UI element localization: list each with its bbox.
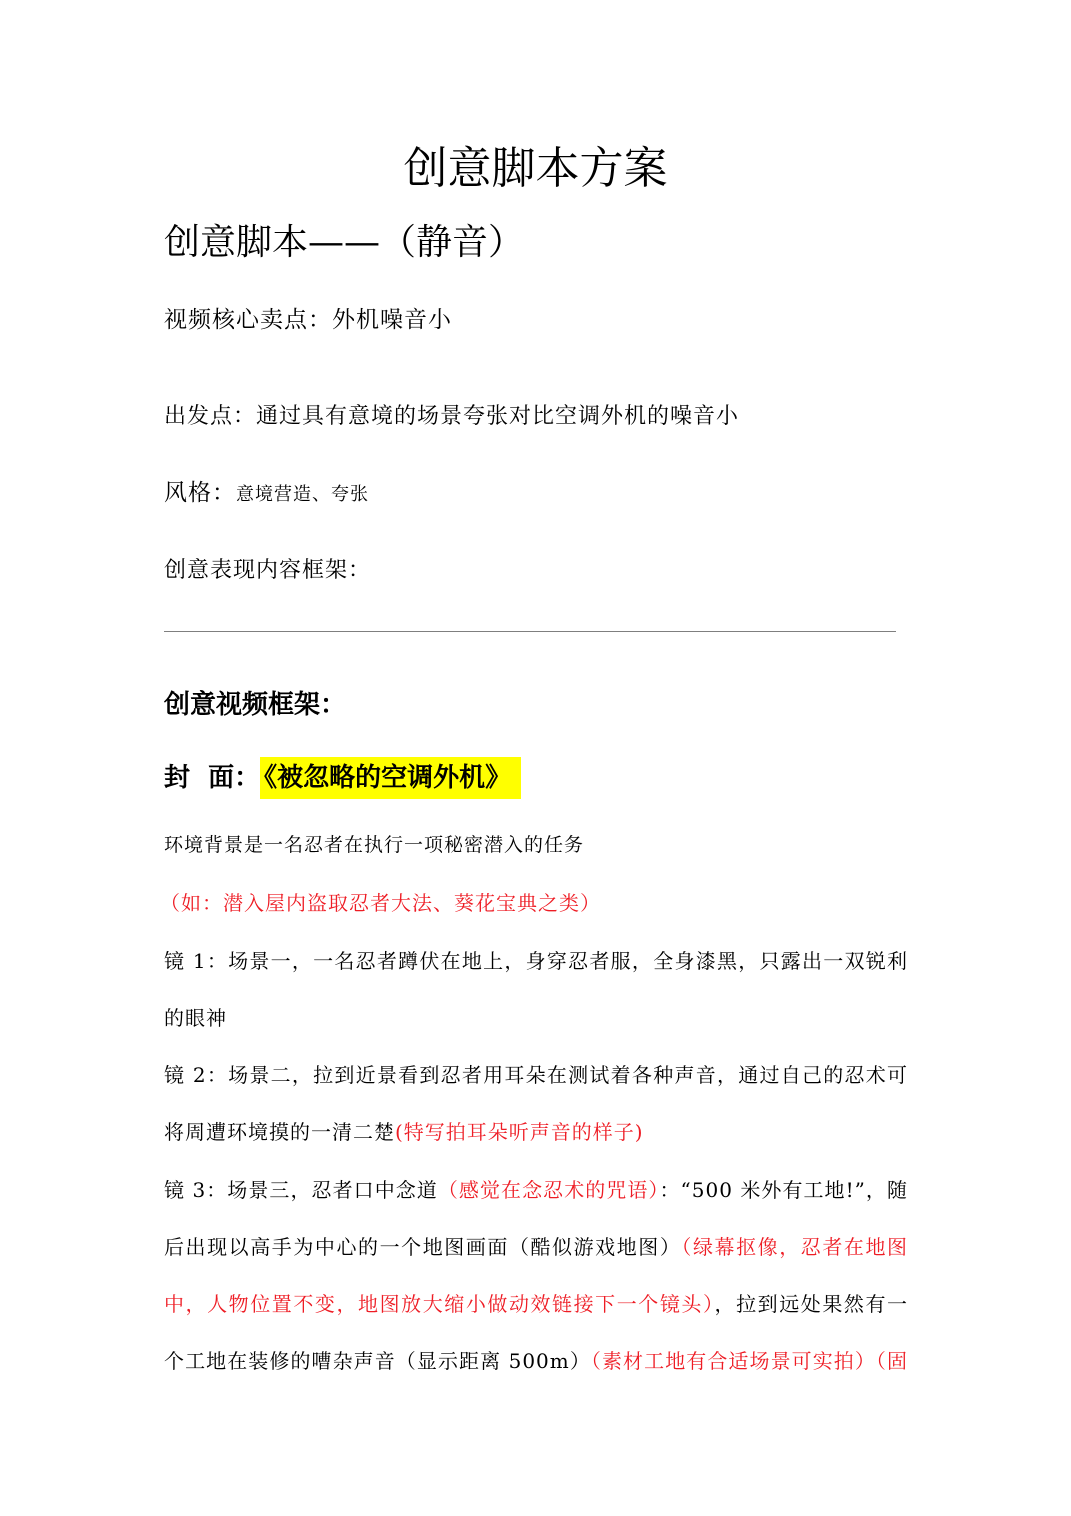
cover-label: 封 面： (164, 763, 261, 793)
video-framework-heading: 创意视频框架： (164, 690, 347, 720)
shot3-l1-quote: ：“500 米外有工地!”，随 (659, 1178, 908, 1202)
starting-point: 出发点：通过具有意境的场景夸张对比空调外机的噪音小 (164, 404, 740, 429)
cover-title-highlight: 《被忽略的空调外机》 (260, 757, 521, 799)
shot3-line3 (164, 1294, 908, 1314)
selling-point: 视频核心卖点：外机噪音小 (164, 307, 452, 333)
shot3-line4 (164, 1351, 908, 1371)
shot3-l3-note: 中，人物位置不变，地图放大缩小做动效链接下一个镜头） (164, 1292, 715, 1316)
shot2-line2-text: 将周遭环境摸的一清二楚 (164, 1120, 395, 1144)
shot3-l2-text: 后出现以高手为中心的一个地图画面（酷似游戏地图） (164, 1235, 682, 1259)
shot3-line2 (164, 1237, 908, 1257)
framework-label: 创意表现内容框架： (164, 558, 372, 583)
shot1-line2: 的眼神 (164, 1006, 227, 1030)
shot3-l4-note: （素材工地有合适场景可实拍）（固 (590, 1349, 909, 1373)
shot3-l1-note: （感觉在念忍术的咒语） (437, 1178, 660, 1202)
style-label: 风格： (164, 480, 236, 506)
style-line (164, 482, 369, 505)
shot1-line1: 镜 1：场景一，一名忍者蹲伏在地上，身穿忍者服，全身漆黑，只露出一双锐利 (164, 949, 908, 973)
style-value: 意境营造、夸张 (236, 484, 369, 505)
shot3-l2-note: （绿幕抠像，忍者在地图 (681, 1235, 909, 1259)
shot2-line2-note: (特写拍耳朵听声音的样子) (395, 1120, 644, 1144)
shot2-line1: 镜 2：场景二，拉到近景看到忍者用耳朵在测试着各种声音，通过自己的忍术可 (164, 1063, 908, 1087)
background-text: 环境背景是一名忍者在执行一项秘密潜入的任务 (164, 834, 585, 856)
shot3-l1-text: 镜 3：场景三，忍者口中念道 (164, 1178, 438, 1202)
section-title: 创意脚本——（静音） (164, 222, 525, 263)
shot3-l3-text: ，拉到远处果然有一 (714, 1292, 909, 1316)
shot3-line1 (164, 1180, 908, 1200)
background-note: （如：潜入屋内盗取忍者大法、葵花宝典之类） (160, 891, 601, 915)
shot3-l4-text: 个工地在装修的嘈杂声音（显示距离 500m） (164, 1349, 591, 1373)
page-title: 创意脚本方案 (403, 143, 668, 194)
cover-line (164, 765, 521, 791)
divider-line (164, 631, 896, 632)
shot2-line2 (164, 1122, 644, 1142)
